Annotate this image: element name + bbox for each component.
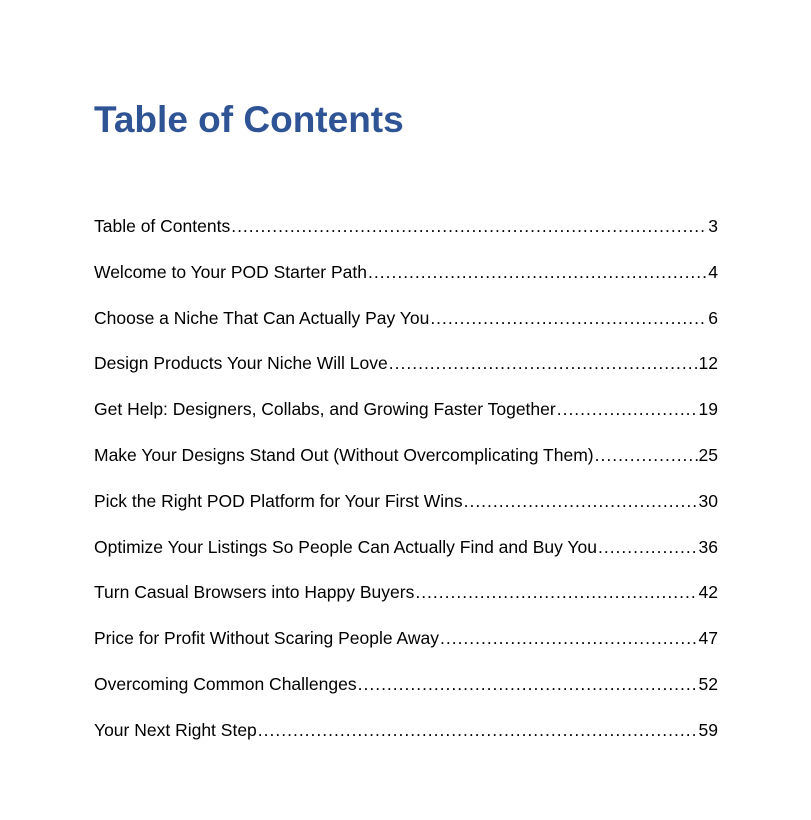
toc-entry-title: Choose a Niche That Can Actually Pay You: [94, 307, 430, 328]
toc-entry[interactable]: [94, 396, 718, 442]
dot-leader: [368, 259, 707, 285]
toc-entry[interactable]: [94, 213, 718, 259]
toc-entry-page-number: 6: [708, 307, 718, 328]
toc-entry-page-number: 52: [698, 673, 718, 694]
toc-entry[interactable]: [94, 671, 718, 717]
toc-entry-title: Price for Profit Without Scaring People Away: [94, 628, 439, 649]
dot-leader: [595, 442, 698, 468]
toc-entry-page-number: 59: [698, 719, 718, 740]
toc-entry[interactable]: [94, 350, 718, 396]
toc-entry[interactable]: [94, 579, 718, 625]
toc-entry[interactable]: [94, 534, 718, 580]
toc-entry-title: Design Products Your Niche Will Love: [94, 353, 388, 374]
dot-leader: [258, 717, 698, 743]
toc-entry-title: Turn Casual Browsers into Happy Buyers: [94, 582, 415, 603]
toc-entry-title: Your Next Right Step: [94, 719, 257, 740]
toc-entry-title: Get Help: Designers, Collabs, and Growing Faster Together: [94, 399, 556, 420]
toc-entry[interactable]: [94, 717, 718, 763]
toc-entry-title: Pick the Right POD Platform for Your First Wins: [94, 490, 463, 511]
toc-entry-title: Make Your Designs Stand Out (Without Overcomplicating Them): [94, 444, 594, 465]
toc-entry-page-number: 12: [698, 353, 718, 374]
dot-leader: [464, 488, 698, 514]
toc-entry[interactable]: [94, 488, 718, 534]
page-title: Table of Contents: [94, 99, 404, 140]
toc-entry-page-number: 47: [698, 628, 718, 649]
dot-leader: [231, 213, 707, 239]
dot-leader: [358, 671, 698, 697]
toc-entry-page-number: 30: [698, 490, 718, 511]
toc-entry-page-number: 42: [698, 582, 718, 603]
toc-entry[interactable]: [94, 305, 718, 351]
dot-leader: [557, 396, 698, 422]
toc-entry[interactable]: [94, 259, 718, 305]
dot-leader: [415, 579, 697, 605]
table-of-contents: [94, 213, 718, 763]
toc-entry-title: Table of Contents: [94, 216, 231, 236]
toc-entry[interactable]: [94, 442, 718, 488]
toc-entry-page-number: 3: [708, 216, 718, 236]
dot-leader: [598, 534, 698, 560]
toc-entry-title: Overcoming Common Challenges: [94, 673, 357, 694]
dot-leader: [440, 625, 698, 651]
toc-entry-page-number: 4: [708, 261, 718, 282]
toc-entry-page-number: 19: [698, 399, 718, 420]
toc-entry-page-number: 25: [698, 444, 718, 465]
toc-entry-page-number: 36: [698, 536, 718, 557]
toc-entry-title: Welcome to Your POD Starter Path: [94, 261, 368, 282]
dot-leader: [389, 350, 698, 376]
dot-leader: [430, 305, 707, 331]
toc-entry[interactable]: [94, 625, 718, 671]
toc-entry-title: Optimize Your Listings So People Can Actually Find and Buy You: [94, 536, 597, 557]
